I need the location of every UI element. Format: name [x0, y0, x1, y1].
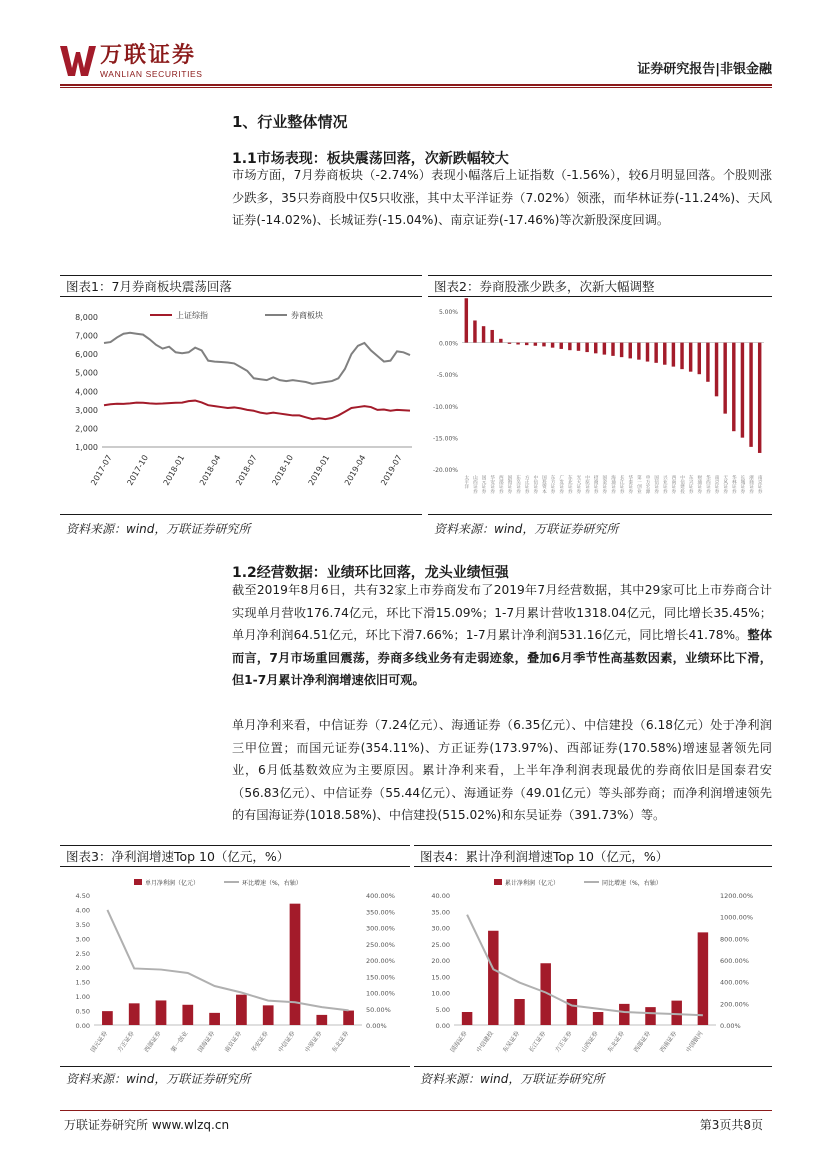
bar — [758, 343, 761, 453]
x-tick-label: 中信建投 — [679, 475, 685, 494]
y-tick-label: -15.00% — [432, 435, 458, 443]
y-left-tick-label: 2.00 — [75, 964, 90, 973]
bar — [593, 1012, 603, 1025]
operations-bold-text: 整体而言，7月市场重回震荡，券商多线业务有走弱迹象，叠加6月季节性高基数因素，业绩环比下滑，但1-7月累计净利润增速依旧可观。 — [232, 628, 773, 687]
x-tick-label: 国投资本 — [541, 475, 547, 494]
figure-4-chart — [414, 867, 772, 1067]
y-tick-label: -10.00% — [432, 403, 458, 411]
y-right-tick-label: 0.00% — [720, 1022, 741, 1030]
x-tick-label: 中原证券 — [303, 1030, 324, 1054]
page-header — [60, 40, 772, 84]
x-tick-label: 中国银河 — [685, 1030, 705, 1054]
header-divider-thin — [60, 87, 772, 88]
x-tick-label: 财通证券 — [696, 475, 702, 494]
subsection-title-2: 1.2经营数据：业绩环比回落，龙头业绩恒强 — [232, 565, 509, 581]
x-tick-label: 中信证券 — [277, 1030, 297, 1054]
bar — [508, 343, 511, 344]
bar — [465, 298, 468, 342]
bar — [209, 1013, 220, 1025]
report-type: 证券研究报告|非银金融 — [637, 62, 772, 77]
bar — [551, 343, 554, 348]
y-left-tick-label: 20.00 — [431, 957, 450, 965]
y-tick-label: 5,000 — [75, 368, 98, 378]
market-paragraph: 市场方面，7月券商板块（-2.74%）表现小幅落后上证指数（-1.56%），较6月明显回落。个股则涨少跌多，35只券商股中仅5只收涨，其中太平洋证券（7.02%）领涨，而华林证券(-11.24%)、天风证券(-14.02%)、长城证券(-15.04%)、南京证券(-17.46%)等次新股深度回调。 — [232, 168, 772, 227]
legend-swatch-bar — [134, 879, 142, 885]
y-right-tick-label: 400.00% — [366, 892, 395, 900]
figure-4-title: 图表4：累计净利润增速Top 10（亿元，%） — [414, 845, 772, 867]
bar — [619, 1004, 629, 1025]
bar — [490, 330, 493, 343]
y-tick-label: 4,000 — [75, 387, 98, 397]
bar — [585, 343, 588, 352]
x-tick-label: 国元证券 — [481, 475, 487, 494]
figure-3-source: 资料来源：wind，万联证券研究所 — [66, 1072, 251, 1086]
x-tick-label: 2018-04 — [197, 453, 223, 487]
bar — [568, 343, 571, 351]
x-tick-label: 东吴证券 — [501, 1030, 522, 1054]
figure-3-title: 图表3：净利润增速Top 10（亿元，%） — [60, 845, 410, 867]
x-tick-label: 东北证券 — [606, 1030, 626, 1054]
figure-4 — [414, 845, 772, 1067]
logo-en-text: WANLIAN SECURITIES — [100, 69, 203, 79]
bar — [732, 343, 735, 432]
y-right-tick-label: 50.00% — [366, 1005, 391, 1014]
x-tick-label: 华林证券 — [731, 475, 737, 494]
y-tick-label: -20.00% — [432, 467, 458, 474]
figure-1-source: 资料来源：wind，万联证券研究所 — [66, 522, 251, 536]
bar — [645, 1007, 655, 1025]
x-tick-label: 第一创业 — [169, 1030, 190, 1054]
y-tick-label: 0.00% — [438, 340, 458, 348]
legend-label-line: 同比增速（%，右轴） — [602, 880, 662, 887]
bar — [620, 343, 623, 358]
bar — [671, 1001, 681, 1025]
section-title: 1、行业整体情况 — [232, 113, 348, 131]
bar — [499, 339, 502, 343]
bar — [698, 343, 701, 375]
y-left-tick-label: 3.50 — [75, 920, 90, 929]
y-right-tick-label: 600.00% — [720, 957, 749, 965]
x-tick-label: 东方证券 — [550, 475, 556, 494]
y-right-tick-label: 1200.00% — [720, 892, 754, 900]
x-tick-label: 中原证券 — [584, 475, 590, 494]
y-left-tick-label: 35.00 — [431, 908, 450, 917]
bar — [129, 1003, 140, 1025]
bar — [577, 343, 580, 351]
x-tick-label: 方正证券 — [116, 1030, 136, 1054]
y-tick-label: 3,000 — [75, 405, 98, 415]
bar — [680, 343, 683, 370]
y-left-tick-label: 0.00 — [75, 1022, 90, 1030]
legend-label: 上证综指 — [176, 311, 208, 320]
figure-2-source: 资料来源：wind，万联证券研究所 — [434, 522, 619, 536]
x-tick-label: 2017-07 — [89, 453, 114, 487]
x-tick-label: 国金证券 — [601, 475, 607, 494]
y-tick-label: 1,000 — [75, 443, 98, 452]
bar — [594, 343, 597, 354]
legend-label-bar: 单月净利润（亿元） — [145, 880, 200, 887]
x-tick-label: 国元证券 — [89, 1030, 110, 1054]
x-tick-label: 山西证券 — [472, 475, 478, 494]
x-tick-label: 华安证券 — [489, 475, 495, 494]
bar — [689, 343, 692, 372]
y-left-tick-label: 15.00 — [431, 973, 450, 982]
bar — [482, 326, 485, 342]
x-tick-label: 长城证券 — [739, 475, 745, 494]
x-tick-label: 南京证券 — [714, 475, 720, 494]
y-left-tick-label: 5.00 — [435, 1005, 450, 1014]
logo-cn-text: 万联证券 — [100, 43, 197, 68]
figure-2-title: 图表2：券商股涨少跌多，次新大幅调整 — [428, 275, 772, 297]
bar — [654, 343, 657, 363]
x-tick-label: 国海证券 — [506, 475, 512, 494]
x-tick-label: 申万宏源 — [645, 475, 651, 494]
bar — [603, 343, 606, 355]
figure-1-title: 图表1：7月券商板块震荡回落 — [60, 275, 422, 297]
x-tick-label: 西部证券 — [498, 475, 504, 494]
x-tick-label: 太平洋 — [463, 475, 469, 489]
growth-line — [467, 915, 703, 1016]
x-tick-label: 国海证券 — [196, 1030, 217, 1054]
bar — [534, 343, 537, 346]
y-tick-label: 8,000 — [75, 313, 98, 322]
y-left-tick-label: 25.00 — [431, 940, 450, 949]
x-tick-label: 天风证券 — [722, 475, 728, 494]
company-logo — [60, 44, 203, 79]
page-number: 第3页共8页 — [699, 1118, 763, 1132]
x-tick-label: 2018-01 — [161, 453, 187, 487]
y-left-tick-label: 3.00 — [75, 935, 90, 944]
bar — [672, 343, 675, 367]
subsection-title-1: 1.1市场表现：板块震荡回落，次新跌幅较大 — [232, 151, 509, 167]
bar — [473, 320, 476, 342]
x-tick-label: 国海证券 — [449, 1030, 469, 1054]
y-right-tick-label: 1000.00% — [720, 913, 754, 922]
x-tick-label: 东兴证券 — [688, 475, 694, 494]
y-tick-label: 6,000 — [75, 350, 98, 360]
x-tick-label: 华泰证券 — [627, 475, 633, 494]
x-tick-label: 山西证券 — [580, 1030, 600, 1054]
profit-paragraph: 单月净利来看，中信证券（7.24亿元）、海通证券（6.35亿元）、中信建投（6.18亿元）处于净利润三甲位置；而国元证券(354.11%)、方正证券(173.97%)、西部证券(170.58%)增速显著领先同业，6月低基数效应为主要原因。累计净利来看，上半年净利润表现最优的券商依旧是国泰君安（56.83亿元）、中信证券（55.44亿元）、海通证券（49.01亿元）等头部券商；而净利润增速领先的有国海证券(1018.58%)、中信建投(515.02%)和东吴证券（391.73%）等。 — [232, 718, 772, 822]
y-left-tick-label: 0.50 — [75, 1007, 90, 1016]
bar — [663, 343, 666, 365]
wanlian-logo-icon — [60, 44, 96, 78]
x-tick-label: 招商证券 — [593, 475, 599, 494]
figure-2 — [428, 275, 772, 515]
bar — [343, 1011, 354, 1025]
x-tick-label: 中信建投 — [475, 1030, 495, 1054]
bar — [514, 999, 524, 1025]
header-divider — [60, 84, 772, 86]
bar — [706, 343, 709, 382]
figure-4-source: 资料来源：wind，万联证券研究所 — [420, 1072, 605, 1086]
bar — [698, 932, 708, 1025]
legend-label-line: 环比增速（%，右轴） — [242, 880, 302, 887]
bar — [560, 343, 563, 349]
y-left-tick-label: 0.00 — [435, 1022, 450, 1030]
x-tick-label: 东吴证券 — [515, 475, 521, 494]
bar — [156, 1000, 167, 1025]
y-tick-label: 2,000 — [75, 424, 98, 434]
x-tick-label: 方正证券 — [554, 1030, 574, 1054]
x-tick-label: 2017-10 — [125, 453, 150, 487]
x-tick-label: 2019-07 — [379, 453, 404, 487]
bar — [236, 995, 247, 1025]
bar — [611, 343, 614, 356]
bar — [646, 343, 649, 362]
y-right-tick-label: 400.00% — [720, 978, 749, 987]
x-tick-label: 华安证券 — [250, 1030, 270, 1054]
x-tick-label: 长江证券 — [527, 1030, 548, 1054]
y-right-tick-label: 0.00% — [366, 1022, 387, 1030]
x-tick-label: 长江证券 — [619, 475, 625, 494]
y-left-tick-label: 1.00 — [75, 993, 90, 1002]
x-tick-label: 2019-01 — [306, 453, 332, 487]
y-right-tick-label: 300.00% — [366, 924, 395, 933]
x-tick-label: 中信证券 — [532, 475, 538, 494]
x-tick-label: 东北证券 — [330, 1030, 351, 1054]
x-tick-label: 西部证券 — [632, 1030, 653, 1054]
y-tick-label: 5.00% — [438, 309, 458, 316]
x-tick-label: 南京证券 — [223, 1030, 244, 1054]
y-tick-label: -5.00% — [436, 372, 458, 380]
bar — [741, 343, 744, 438]
x-tick-label: 国信证券 — [653, 475, 659, 494]
x-tick-label: 浙商证券 — [748, 475, 754, 494]
operations-paragraph — [232, 579, 772, 692]
series-line-1 — [104, 333, 410, 384]
bar — [263, 1005, 274, 1025]
figure-2-chart — [428, 297, 772, 515]
operations-text: 截至2019年8月6日，共有32家上市券商发布了2019年7月经营数据，其中29家可比上市券商合计实现单月营收176.74亿元，环比下滑15.09%；1-7月累计营收1318.04亿元，同比增长35.45%；单月净利润64.51亿元，环比下滑7.66%；1-7月累计净利润531.16亿元，同比增长41.78%。 — [232, 583, 772, 642]
x-tick-label: 第一创业 — [636, 475, 642, 494]
y-tick-label: 7,000 — [75, 331, 98, 341]
bar — [525, 343, 528, 346]
x-tick-label: 海通证券 — [610, 475, 616, 494]
x-tick-label: 西南证券 — [670, 475, 676, 494]
bar — [290, 904, 301, 1025]
y-left-tick-label: 4.50 — [75, 892, 90, 900]
bar — [102, 1011, 113, 1025]
bar — [316, 1015, 327, 1025]
footer-website: 万联证券研究所 www.wlzq.cn — [64, 1118, 230, 1132]
x-tick-label: 西南证券 — [658, 1030, 679, 1054]
legend-label-bar: 累计净利润（亿元） — [505, 880, 560, 887]
x-tick-label: 广发证券 — [558, 475, 564, 494]
y-left-tick-label: 2.50 — [75, 949, 90, 958]
figure-3 — [60, 845, 410, 1067]
x-tick-label: 光大证券 — [575, 475, 581, 494]
y-right-tick-label: 350.00% — [366, 908, 395, 917]
y-right-tick-label: 800.00% — [720, 935, 749, 944]
x-tick-label: 方正证券 — [524, 475, 530, 494]
x-tick-label: 2019-04 — [342, 453, 368, 487]
footer-divider — [60, 1110, 772, 1111]
y-left-tick-label: 40.00 — [431, 892, 450, 900]
legend-swatch-bar — [494, 879, 502, 885]
y-right-tick-label: 100.00% — [366, 989, 395, 998]
bar — [516, 343, 519, 345]
legend-label: 券商板块 — [291, 311, 323, 320]
bar — [723, 343, 726, 414]
y-right-tick-label: 250.00% — [366, 940, 395, 949]
bar — [542, 343, 545, 347]
bar — [629, 343, 632, 359]
y-left-tick-label: 4.00 — [75, 906, 90, 915]
bar — [182, 1005, 193, 1025]
bar — [462, 1012, 472, 1025]
bar — [749, 343, 752, 447]
y-left-tick-label: 30.00 — [431, 924, 450, 933]
figure-3-chart — [60, 867, 410, 1067]
x-tick-label: 南京证券 — [757, 475, 763, 494]
x-tick-label: 2018-07 — [234, 453, 259, 487]
y-left-tick-label: 1.50 — [75, 978, 90, 987]
x-tick-label: 东北证券 — [567, 475, 573, 494]
x-tick-label: 华西证券 — [705, 475, 711, 494]
y-right-tick-label: 200.00% — [366, 957, 395, 965]
x-tick-label: 2018-10 — [270, 453, 295, 487]
y-left-tick-label: 10.00 — [431, 989, 450, 998]
figure-1-chart — [60, 297, 422, 515]
y-right-tick-label: 200.00% — [720, 1000, 749, 1009]
y-right-tick-label: 150.00% — [366, 973, 395, 982]
growth-line — [107, 910, 348, 1010]
bar — [715, 343, 718, 397]
x-tick-label: 西部证券 — [143, 1030, 163, 1054]
bar — [637, 343, 640, 360]
x-tick-label: 兴业证券 — [662, 475, 668, 494]
bar — [488, 931, 498, 1025]
series-line-0 — [104, 401, 410, 420]
figure-1 — [60, 275, 422, 515]
